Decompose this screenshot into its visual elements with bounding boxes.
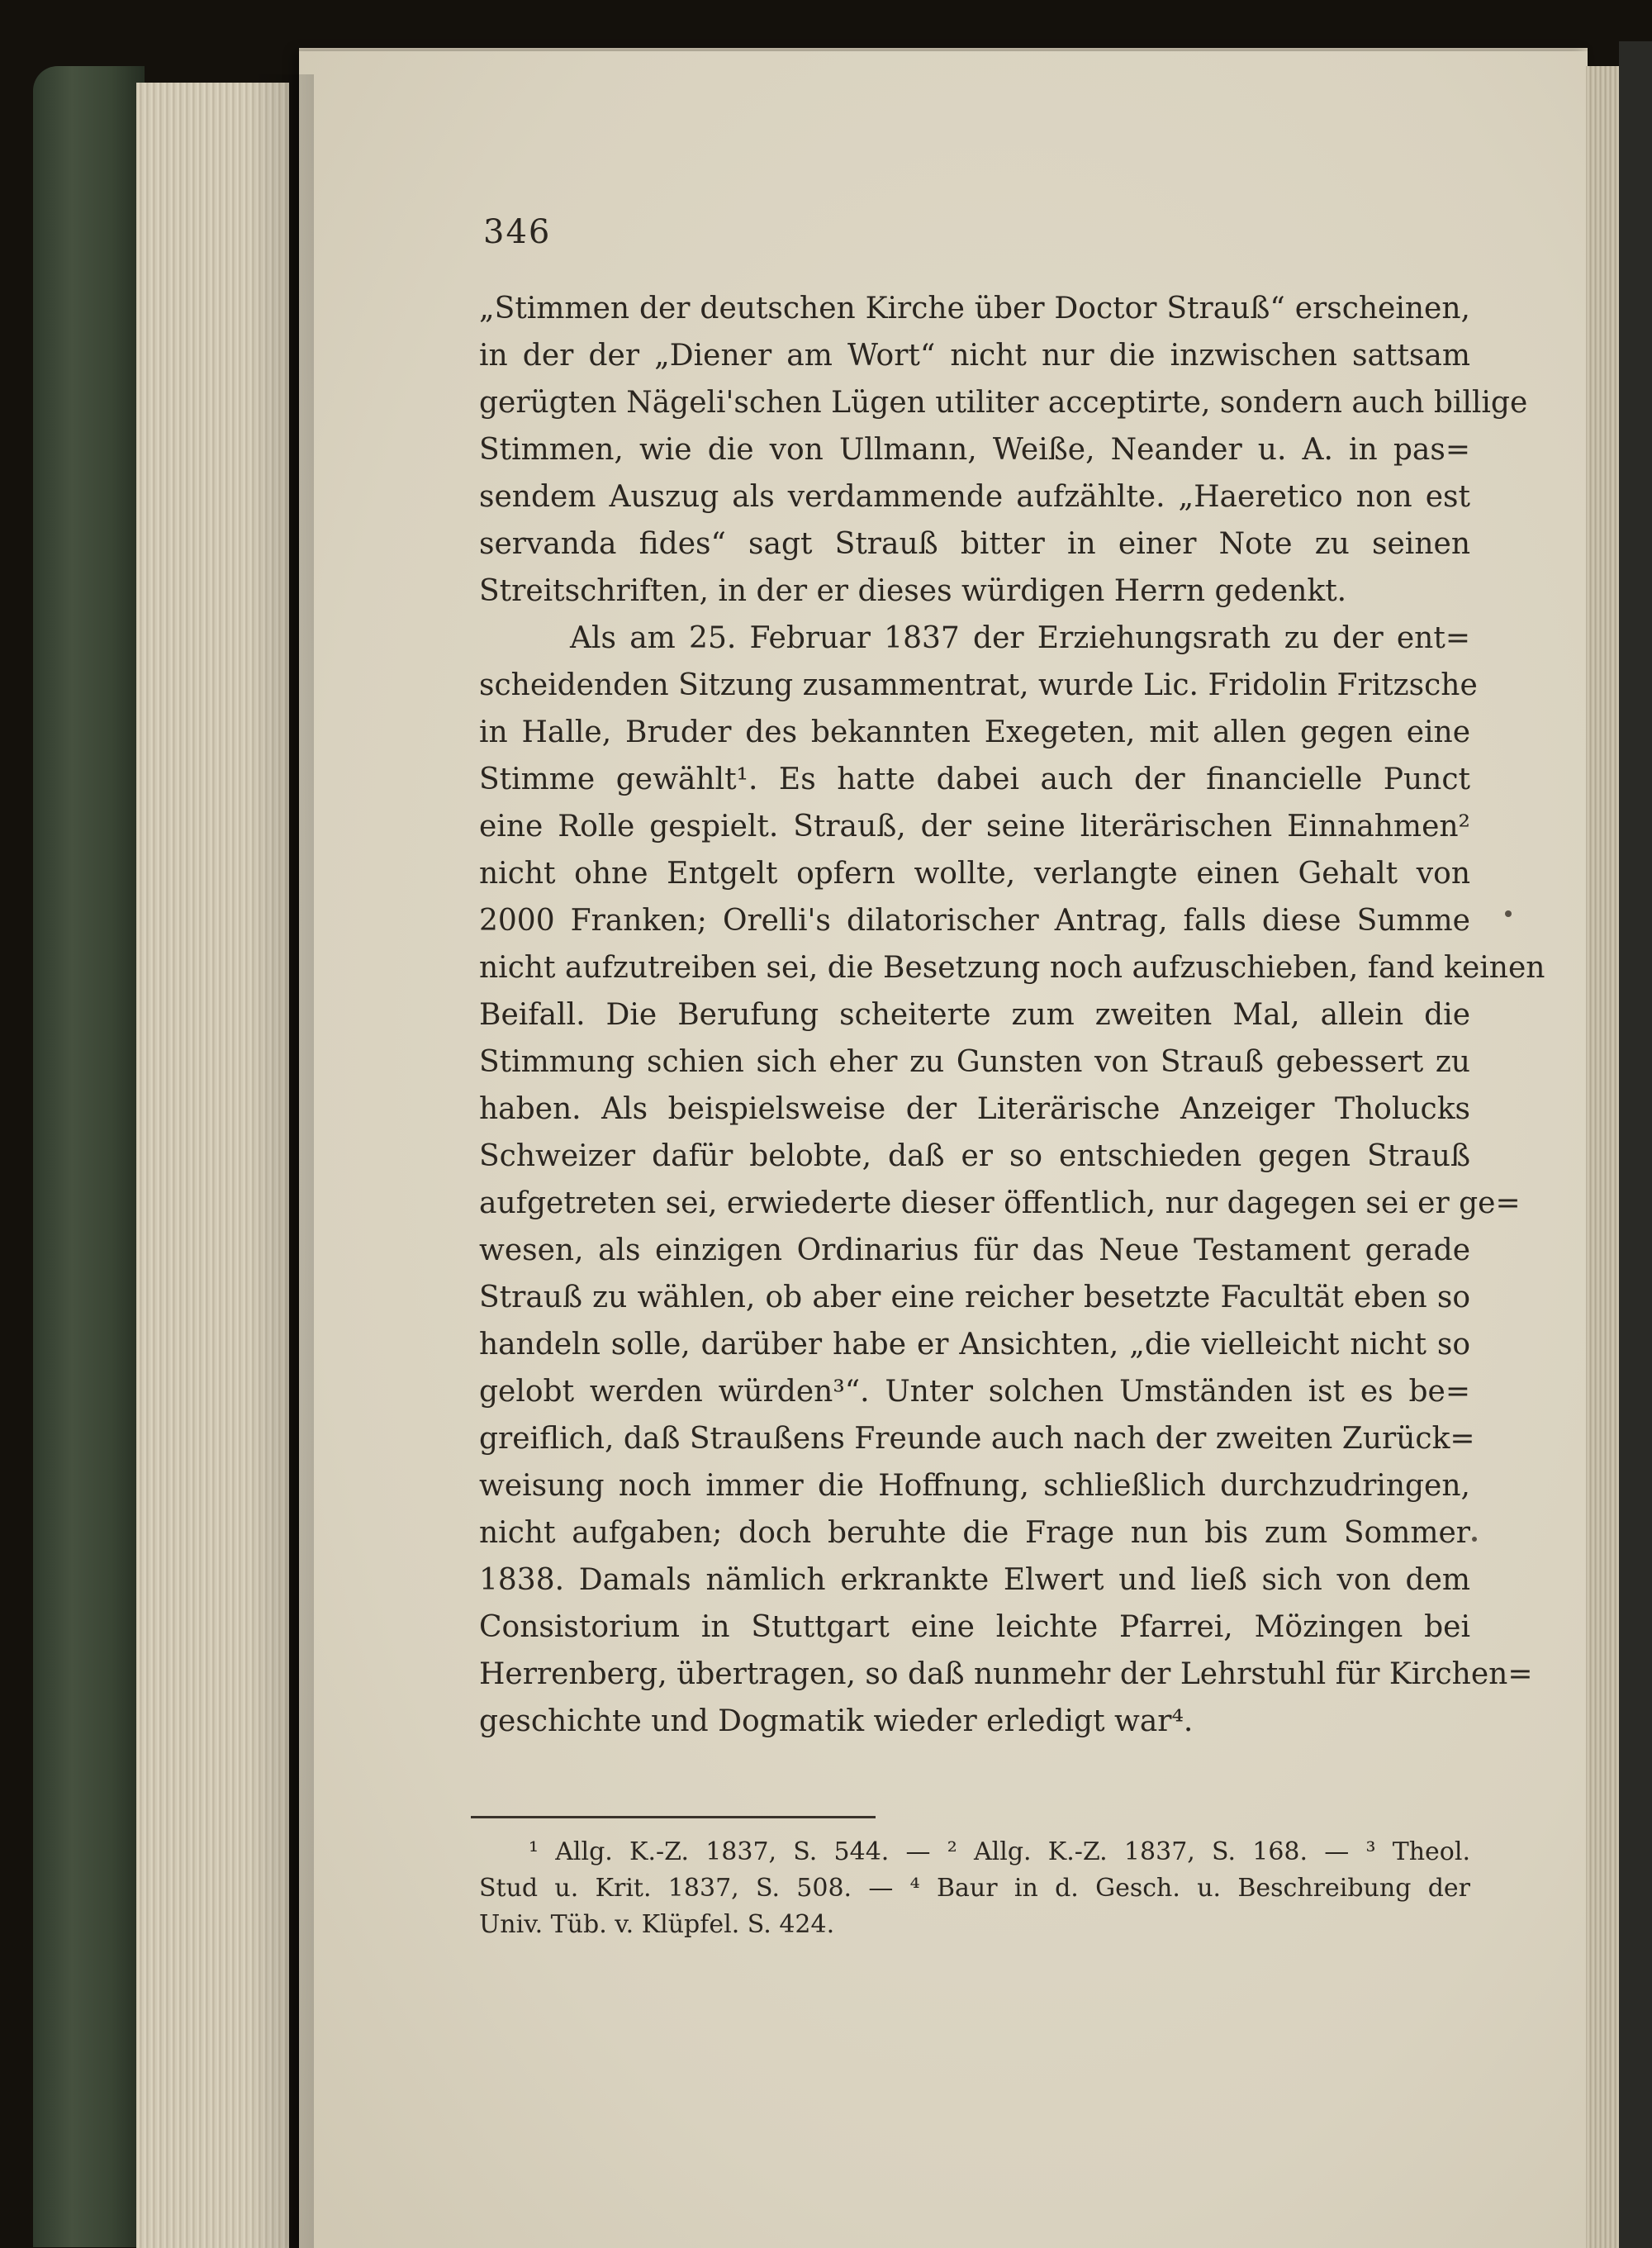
left-book-cover bbox=[33, 66, 145, 2247]
body-line: Stimmen, wie die von Ullmann, Weiße, Neander u. A. in pas= bbox=[479, 433, 1470, 467]
footnote-line: ¹ Allg. K.-Z. 1837, S. 544. — ² Allg. K.-Z. 1837, S. 168. — ³ Theol. bbox=[529, 1837, 1470, 1866]
body-line: haben. Als beispielsweise der Literärische Anzeiger Tholucks bbox=[479, 1092, 1470, 1126]
body-line: nicht aufgaben; doch beruhte die Frage nun bis zum Sommer bbox=[479, 1516, 1470, 1550]
body-line: Beifall. Die Berufung scheiterte zum zweiten Mal, allein die bbox=[479, 998, 1470, 1032]
body-line: 1838. Damals nämlich erkrankte Elwert und ließ sich von dem bbox=[479, 1563, 1470, 1597]
page-number: 346 bbox=[483, 213, 552, 251]
body-line: Consistorium in Stuttgart eine leichte Pfarrei, Mözingen bei bbox=[479, 1610, 1470, 1644]
body-line: nicht ohne Entgelt opfern wollte, verlangte einen Gehalt von bbox=[479, 857, 1470, 891]
right-book-cover bbox=[1619, 41, 1652, 2248]
body-line: aufgetreten sei, erwiederte dieser öffentlich, nur dagegen sei er ge= bbox=[479, 1186, 1521, 1220]
paper-speck bbox=[1505, 910, 1512, 917]
body-line: greiflich, daß Straußens Freunde auch nach der zweiten Zurück= bbox=[479, 1422, 1475, 1456]
body-line: nicht aufzutreiben sei, die Besetzung noch aufzuschieben, fand keinen bbox=[479, 951, 1545, 985]
body-line: eine Rolle gespielt. Strauß, der seine literärischen Einnahmen² bbox=[479, 810, 1470, 844]
body-line: scheidenden Sitzung zusammentrat, wurde Lic. Fridolin Fritzsche bbox=[479, 668, 1478, 702]
body-line: weisung noch immer die Hoffnung, schließlich durchzudringen, bbox=[479, 1469, 1470, 1503]
body-line: in Halle, Bruder des bekannten Exegeten, mit allen gegen eine bbox=[479, 715, 1470, 749]
body-line: servanda fides“ sagt Strauß bitter in einer Note zu seinen bbox=[479, 527, 1470, 561]
body-line: gerügten Nägeli'schen Lügen utiliter acceptirte, sondern auch billige bbox=[479, 386, 1528, 420]
footnote-line: Stud u. Krit. 1837, S. 508. — ⁴ Baur in d. Gesch. u. Beschreibung der bbox=[479, 1874, 1470, 1903]
body-line: Streitschriften, in der er dieses würdigen Herrn gedenkt. bbox=[479, 574, 1347, 608]
body-line: 2000 Franken; Orelli's dilatorischer Antrag, falls diese Summe bbox=[479, 904, 1470, 938]
body-line: geschichte und Dogmatik wieder erledigt war⁴. bbox=[479, 1704, 1194, 1738]
paper-speck bbox=[1472, 1537, 1477, 1542]
body-line: wesen, als einzigen Ordinarius für das Neue Testament gerade bbox=[479, 1233, 1470, 1267]
body-line: Schweizer dafür belobte, daß er so entschieden gegen Strauß bbox=[479, 1139, 1470, 1173]
body-line: „Stimmen der deutschen Kirche über Doctor Strauß“ erscheinen, bbox=[479, 292, 1470, 326]
footnote-rule bbox=[471, 1816, 876, 1818]
body-line: gelobt werden würden³“. Unter solchen Umständen ist es be= bbox=[479, 1375, 1470, 1409]
body-line: Strauß zu wählen, ob aber eine reicher besetzte Facultät eben so bbox=[479, 1281, 1470, 1314]
body-line: in der der „Diener am Wort“ nicht nur die inzwischen sattsam bbox=[479, 339, 1470, 373]
body-line: Herrenberg, übertragen, so daß nunmehr der Lehrstuhl für Kirchen= bbox=[479, 1657, 1533, 1691]
body-line: Stimme gewählt¹. Es hatte dabei auch der financielle Punct bbox=[479, 763, 1470, 796]
footnote-line: Univ. Tüb. v. Klüpfel. S. 424. bbox=[479, 1910, 835, 1939]
body-line: Stimmung schien sich eher zu Gunsten von Strauß gebessert zu bbox=[479, 1045, 1470, 1079]
body-line: sendem Auszug als verdammende aufzählte. „Haeretico non est bbox=[479, 480, 1470, 514]
gutter-shadow bbox=[248, 74, 314, 2248]
body-line: Als am 25. Februar 1837 der Erziehungsrath zu der ent= bbox=[570, 621, 1470, 655]
body-line: handeln solle, darüber habe er Ansichten, „die vielleicht nicht so bbox=[479, 1328, 1470, 1362]
